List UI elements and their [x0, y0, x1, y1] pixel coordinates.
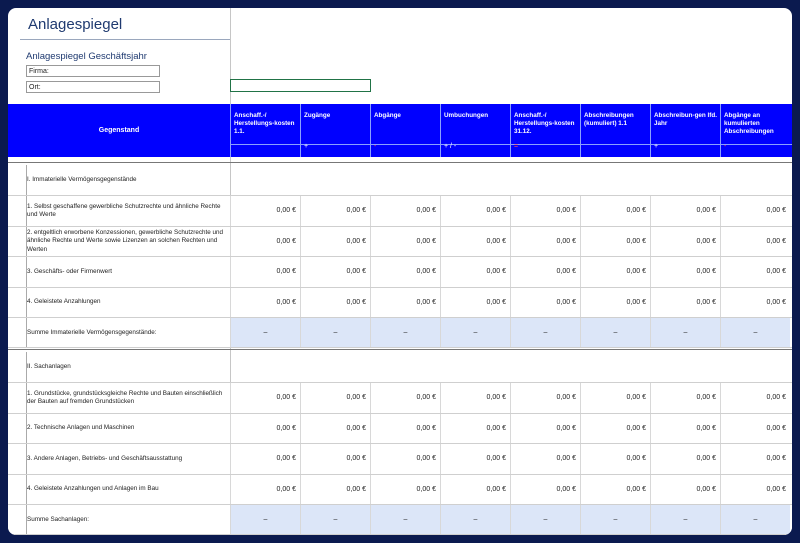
section-title-row — [8, 352, 792, 383]
table-row — [8, 288, 792, 319]
page-title: Anlagespiegel — [28, 16, 123, 33]
sum-cell[interactable]: – — [510, 318, 580, 347]
value-cell[interactable]: 0,00 € — [510, 288, 580, 318]
header-col-label: Abschreibun-gen lfd. Jahr — [654, 112, 717, 127]
row-label: 4. Geleistete Anzahlungen und Anlagen im Bau — [27, 485, 159, 493]
value-cell[interactable]: 0,00 € — [720, 414, 790, 444]
section-divider — [8, 349, 792, 350]
table-header — [8, 104, 792, 157]
spreadsheet-sheet — [8, 8, 792, 535]
value-cell[interactable]: 0,00 € — [440, 444, 510, 474]
firma-field[interactable]: Firma: — [26, 65, 160, 77]
section-divider — [8, 162, 792, 163]
sum-label: Summe Immaterielle Vermögensgegenstände: — [27, 328, 157, 336]
value-cell[interactable]: 0,00 € — [300, 288, 370, 318]
value-cell[interactable]: 0,00 € — [440, 257, 510, 287]
value-cell[interactable]: 0,00 € — [300, 383, 370, 413]
header-gegenstand: Gegenstand — [98, 127, 140, 134]
selected-cell[interactable] — [230, 79, 371, 92]
value-cell[interactable]: 0,00 € — [440, 227, 510, 257]
value-cell[interactable]: 0,00 € — [650, 475, 720, 505]
value-cell[interactable]: 0,00 € — [580, 475, 650, 505]
table-row — [8, 414, 792, 445]
value-cell[interactable]: 0,00 € — [300, 475, 370, 505]
value-cell[interactable]: 0,00 € — [230, 196, 300, 226]
value-cell[interactable]: 0,00 € — [300, 444, 370, 474]
sum-cell[interactable]: – — [650, 505, 720, 534]
sum-cell[interactable]: – — [370, 318, 440, 347]
title-underline — [20, 39, 230, 40]
row-label: II. Sachanlagen — [27, 363, 71, 370]
value-cell[interactable]: 0,00 € — [230, 288, 300, 318]
value-cell[interactable]: 0,00 € — [300, 257, 370, 287]
value-cell[interactable]: 0,00 € — [720, 257, 790, 287]
section-title-row — [8, 165, 792, 196]
header-col-label: Anschaff.-/ Herstellungs-kosten 1.1. — [234, 112, 295, 135]
value-cell[interactable]: 0,00 € — [720, 444, 790, 474]
value-cell[interactable]: 0,00 € — [720, 196, 790, 226]
value-cell[interactable]: 0,00 € — [720, 383, 790, 413]
value-cell[interactable]: 0,00 € — [300, 196, 370, 226]
value-cell[interactable]: 0,00 € — [650, 444, 720, 474]
value-cell[interactable]: 0,00 € — [300, 414, 370, 444]
value-cell[interactable]: 0,00 € — [650, 227, 720, 257]
row-label: 3. Geschäfts- oder Firmenwert — [27, 267, 113, 275]
value-cell[interactable]: 0,00 € — [510, 227, 580, 257]
value-cell[interactable]: 0,00 € — [650, 196, 720, 226]
sum-cell[interactable]: – — [440, 505, 510, 534]
value-cell[interactable]: 0,00 € — [510, 475, 580, 505]
header-col-sign: - — [374, 143, 377, 150]
sum-cell[interactable]: – — [650, 318, 720, 347]
value-cell[interactable]: 0,00 € — [230, 475, 300, 505]
sum-row — [8, 318, 792, 348]
value-cell[interactable]: 0,00 € — [230, 257, 300, 287]
value-cell[interactable]: 0,00 € — [650, 383, 720, 413]
header-col-3 — [440, 104, 510, 157]
value-cell[interactable]: 0,00 € — [510, 257, 580, 287]
value-cell[interactable]: 0,00 € — [370, 288, 440, 318]
row-label: 3. Andere Anlagen, Betriebs- und Geschäftsausstattung — [27, 454, 183, 462]
sum-cell[interactable]: – — [580, 318, 650, 347]
value-cell[interactable]: 0,00 € — [580, 383, 650, 413]
sum-cell[interactable]: – — [580, 505, 650, 534]
table-row — [8, 196, 792, 227]
sum-cell[interactable]: – — [300, 505, 370, 534]
sum-cell[interactable]: – — [440, 318, 510, 347]
header-col-6 — [650, 104, 720, 157]
table-row — [8, 257, 792, 288]
value-cell[interactable]: 0,00 € — [370, 257, 440, 287]
table-row — [8, 383, 792, 414]
value-cell[interactable]: 0,00 € — [370, 383, 440, 413]
value-cell[interactable]: 0,00 € — [580, 227, 650, 257]
row-label: 1. Grundstücke, grundstücksgleiche Rechte und Bauten einschließlich der Bauten auf fremden Grundstücken — [27, 389, 223, 406]
value-cell[interactable]: 0,00 € — [440, 196, 510, 226]
header-col-label: Anschaff.-/ Herstellungs-kosten 31.12. — [514, 112, 575, 135]
sum-cell[interactable]: – — [230, 505, 300, 534]
value-cell[interactable]: 0,00 € — [370, 414, 440, 444]
value-cell[interactable]: 0,00 € — [440, 288, 510, 318]
sum-row — [8, 505, 792, 535]
value-cell[interactable]: 0,00 € — [720, 475, 790, 505]
sum-cell[interactable]: – — [300, 318, 370, 347]
header-col-1 — [300, 104, 370, 157]
row-label: 4. Geleistete Anzahlungen — [27, 298, 101, 306]
value-cell[interactable]: 0,00 € — [580, 444, 650, 474]
header-col-label: Umbuchungen — [444, 112, 489, 119]
header-col-7 — [720, 104, 790, 157]
header-col-2 — [370, 104, 440, 157]
row-label: 2. Technische Anlagen und Maschinen — [27, 424, 135, 432]
table-row — [8, 227, 792, 258]
table-row — [8, 475, 792, 506]
header-col-sign: + / - — [444, 143, 457, 150]
value-cell[interactable]: 0,00 € — [720, 288, 790, 318]
value-cell[interactable]: 0,00 € — [300, 227, 370, 257]
value-cell[interactable]: 0,00 € — [510, 383, 580, 413]
header-col-label: Zugänge — [304, 112, 331, 119]
value-cell[interactable]: 0,00 € — [230, 414, 300, 444]
value-cell[interactable]: 0,00 € — [650, 414, 720, 444]
value-cell[interactable]: 0,00 € — [230, 444, 300, 474]
value-cell[interactable]: 0,00 € — [650, 257, 720, 287]
value-cell[interactable]: 0,00 € — [510, 196, 580, 226]
value-cell[interactable]: 0,00 € — [440, 414, 510, 444]
value-cell[interactable]: 0,00 € — [440, 383, 510, 413]
sum-cell[interactable]: – — [720, 505, 790, 534]
value-cell[interactable]: 0,00 € — [230, 227, 300, 257]
value-cell[interactable]: 0,00 € — [370, 475, 440, 505]
row-label: 1. Selbst geschaffene gewerbliche Schutzrechte und ähnliche Rechte und Werte — [27, 202, 221, 219]
header-col-4 — [510, 104, 580, 157]
value-cell[interactable]: 0,00 € — [720, 227, 790, 257]
sum-label: Summe Sachanlagen: — [27, 515, 89, 523]
header-col-label: Abgänge an kumulierten Abschreibungen — [724, 112, 774, 135]
sum-cell[interactable]: – — [510, 505, 580, 534]
header-col-label: Abschreibungen (kumuliert) 1.1 — [584, 112, 634, 127]
value-cell[interactable]: 0,00 € — [580, 257, 650, 287]
value-cell[interactable]: 0,00 € — [510, 444, 580, 474]
header-col-sign: - — [724, 143, 727, 150]
header-col-sign: = — [514, 143, 519, 150]
sum-cell[interactable]: – — [370, 505, 440, 534]
header-col-sign: + — [304, 143, 309, 150]
value-cell[interactable]: 0,00 € — [580, 196, 650, 226]
row-label: 2. entgeltlich erworbene Konzessionen, gewerbliche Schutzrechte und ähnliche Rechte und Werte sowie Lizenzen an solchen Rechten und Werten — [27, 228, 224, 253]
sum-cell[interactable]: – — [230, 318, 300, 347]
page-subtitle: Anlagespiegel Geschäftsjahr — [26, 51, 147, 62]
value-cell[interactable]: 0,00 € — [370, 444, 440, 474]
value-cell[interactable]: 0,00 € — [510, 414, 580, 444]
table-row — [8, 444, 792, 475]
value-cell[interactable]: 0,00 € — [650, 288, 720, 318]
value-cell[interactable]: 0,00 € — [230, 383, 300, 413]
ort-field[interactable]: Ort: — [26, 81, 160, 93]
header-col-label: Abgänge — [374, 112, 401, 119]
header-col-5 — [580, 104, 650, 157]
value-cell[interactable]: 0,00 € — [440, 475, 510, 505]
value-cell[interactable]: 0,00 € — [580, 414, 650, 444]
value-cell[interactable]: 0,00 € — [370, 196, 440, 226]
sum-cell[interactable]: – — [720, 318, 790, 347]
value-cell[interactable]: 0,00 € — [370, 227, 440, 257]
row-label: I. Immaterielle Vermögensgegenstände — [27, 176, 137, 183]
header-col-sign: + — [654, 143, 659, 150]
header-col-0 — [230, 104, 300, 157]
value-cell[interactable]: 0,00 € — [580, 288, 650, 318]
